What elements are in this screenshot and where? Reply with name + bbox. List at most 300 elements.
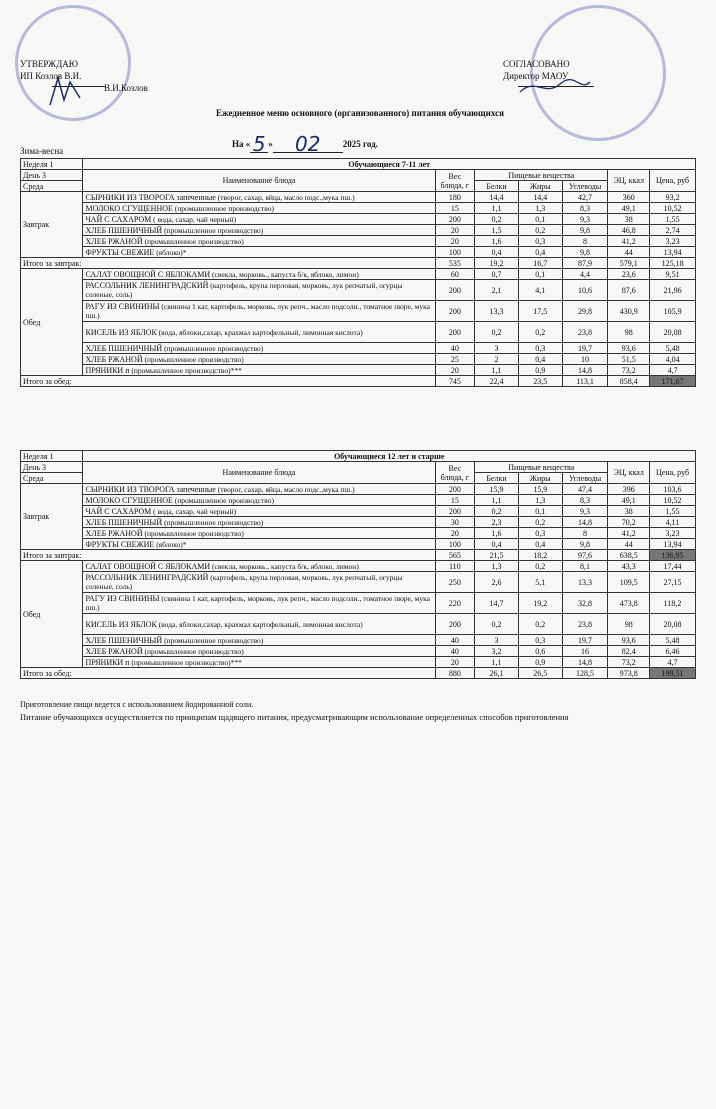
dish-price: 3,23 [650,528,696,539]
dish-price: 93,2 [650,192,696,203]
total-price: 125,18 [650,258,696,269]
dish-carbs: 10,6 [562,280,608,301]
dish-carbs: 14,8 [562,657,608,668]
dish-carbs: 23,8 [562,614,608,635]
dish-carbs: 9,3 [562,214,608,225]
dish-name [83,214,435,225]
dish-title: ЧАЙ С САХАРОМ [85,506,152,516]
dish-weight: 40 [435,646,475,657]
dish-weight: 200 [435,614,475,635]
dish-composition: (промышленное производство) [162,517,264,527]
dish-energy: 93,6 [608,635,650,646]
total-weight: 535 [435,258,475,269]
dish-fat: 0,6 [518,646,562,657]
total-carbs: 128,5 [562,668,608,679]
dish-energy: 70,2 [608,517,650,528]
dish-energy: 49,1 [608,203,650,214]
day-label: День 3 [21,170,83,181]
dish-fat: 0,2 [518,614,562,635]
week-row [21,451,696,462]
dish-name [83,247,435,258]
header-row [21,170,696,181]
dish-fat: 0,1 [518,269,562,280]
dish-price: 13,94 [650,539,696,550]
dish-protein: 2,6 [475,572,519,593]
dish-weight: 20 [435,657,475,668]
dish-fat: 0,3 [518,528,562,539]
dish-title: РАССОЛЬНИК ЛЕНИНГРАДСКИЙ [85,281,209,290]
dish-composition: (промышленное производство) [162,635,264,645]
dish-protein: 1,1 [475,657,519,668]
dish-price: 3,23 [650,236,696,247]
total-fat: 18,2 [518,550,562,561]
dish-fat: 0,2 [518,322,562,343]
dish-title: ЧАЙ С САХАРОМ [85,214,152,224]
total-energy: 579,1 [608,258,650,269]
dish-carbs: 9,8 [562,225,608,236]
total-price: 199,51 [650,668,696,679]
menu-date [232,128,378,156]
dish-energy: 98 [608,322,650,343]
dish-fat: 0,4 [518,539,562,550]
total-weight: 880 [435,668,475,679]
dish-energy: 396 [608,484,650,495]
dish-carbs: 42,7 [562,192,608,203]
dish-weight: 20 [435,528,475,539]
dish-composition: (промышленное производство) [142,646,244,656]
dish-name [83,561,435,572]
dish-price: 4,7 [650,657,696,668]
date-mid: » [268,139,273,149]
dish-protein: 15,9 [475,484,519,495]
total-weight: 745 [435,376,475,387]
dish-name [83,203,435,214]
total-fat: 23,5 [518,376,562,387]
dish-carbs: 8,3 [562,495,608,506]
weekday-label: Среда [21,181,83,192]
dish-title: ФРУКТЫ СВЕЖИЕ [85,539,155,549]
dish-name [83,593,435,614]
dish-title: РАГУ ИЗ СВИНИНЫ [85,594,160,603]
dish-weight: 100 [435,539,475,550]
column-header-fat: Жиры [518,181,562,192]
dish-protein: 1,5 [475,225,519,236]
meal-label: Завтрак [21,484,83,550]
dish-composition: (вода, яблоки,сахар, крахмал картофельный, лимонная кислота) [156,327,363,337]
dish-title: САЛАТ ОВОЩНОЙ С ЯБЛОКАМИ [85,269,211,279]
dish-fat: 0,1 [518,506,562,517]
total-price: 171,67 [650,376,696,387]
dish-fat: 0,9 [518,365,562,376]
handwritten-signature-right [515,72,595,102]
dish-row [21,528,696,539]
dish-name [83,517,435,528]
dish-title: ХЛЕБ ПШЕНИЧНЫЙ [85,343,163,353]
dish-carbs: 4,4 [562,269,608,280]
dish-price: 118,2 [650,593,696,614]
dish-row [21,214,696,225]
dish-row [21,572,696,593]
dish-energy: 38 [608,214,650,225]
dish-protein: 0,2 [475,506,519,517]
column-header-nutrients: Пищевые вещества [475,170,608,181]
dish-price: 10,52 [650,203,696,214]
dish-name [83,301,435,322]
column-header-price: Цена, руб [650,462,696,484]
date-month: 02 [295,132,321,156]
dish-row [21,517,696,528]
dish-weight: 20 [435,365,475,376]
dish-carbs: 16 [562,646,608,657]
dish-composition: (промышленное производство) [142,528,244,538]
dish-composition: (промышленное производство) [162,225,264,235]
dish-fat: 1,3 [518,495,562,506]
date-day: 5 [252,132,266,156]
dish-fat: 0,4 [518,354,562,365]
day-label: День 3 [21,462,83,473]
dish-row [21,247,696,258]
dish-price: 4,04 [650,354,696,365]
dish-composition: (промышленное производство) [142,236,244,246]
week-label: Неделя 1 [21,159,83,170]
dish-name [83,236,435,247]
dish-weight: 250 [435,572,475,593]
dish-row [21,646,696,657]
dish-name [83,646,435,657]
dish-name [83,354,435,365]
dish-carbs: 8 [562,528,608,539]
total-protein: 26,1 [475,668,519,679]
total-row [21,550,696,561]
dish-energy: 473,8 [608,593,650,614]
dish-name [83,225,435,236]
dish-title: ХЛЕБ ПШЕНИЧНЫЙ [85,635,163,645]
dish-weight: 180 [435,192,475,203]
approval-heading: УТВЕРЖДАЮ [20,59,79,69]
dish-fat: 0,2 [518,561,562,572]
dish-fat: 19,2 [518,593,562,614]
dish-composition: (промышленное производство) [172,203,275,213]
dish-fat: 4,1 [518,280,562,301]
dish-carbs: 13,3 [562,572,608,593]
total-fat: 26,5 [518,668,562,679]
dish-composition: ( вода, сахар, чай черный) [151,506,237,516]
dish-composition: (промышленное производство) [172,495,275,505]
dish-title: РАГУ ИЗ СВИНИНЫ [85,302,160,311]
dish-composition: (промышленное производство) [142,354,244,364]
meal-label: Завтрак [21,192,83,258]
total-protein: 19,2 [475,258,519,269]
dish-weight: 200 [435,214,475,225]
dish-title: КИСЕЛЬ ИЗ ЯБЛОК [85,327,157,337]
dish-price: 5,48 [650,635,696,646]
dish-protein: 14,4 [475,192,519,203]
weekday-label: Среда [21,473,83,484]
dish-energy: 98 [608,614,650,635]
dish-protein: 2,3 [475,517,519,528]
dish-protein: 1,6 [475,528,519,539]
total-carbs: 97,6 [562,550,608,561]
total-row [21,258,696,269]
menu-table-12-plus [20,450,696,679]
dish-protein: 0,4 [475,539,519,550]
dish-carbs: 29,8 [562,301,608,322]
dish-composition: (творог, сахар, яйца, масло подс.,мука пш.) [215,484,355,494]
dish-price: 13,94 [650,247,696,258]
dish-price: 6,46 [650,646,696,657]
dish-protein: 3,2 [475,646,519,657]
dish-row [21,301,696,322]
dish-name [83,495,435,506]
dish-price: 105,9 [650,301,696,322]
dish-name [83,539,435,550]
dish-carbs: 9,8 [562,247,608,258]
column-header-name: Наименование блюда [83,170,435,192]
dish-name [83,322,435,343]
dish-fat: 0,3 [518,635,562,646]
dish-carbs: 19,7 [562,635,608,646]
dish-fat: 5,1 [518,572,562,593]
dish-energy: 93,6 [608,343,650,354]
dish-weight: 200 [435,484,475,495]
total-energy: 973,8 [608,668,650,679]
dish-composition: (яблоко)* [154,247,187,257]
dish-fat: 0,9 [518,657,562,668]
dish-row [21,593,696,614]
dish-price: 21,96 [650,280,696,301]
dish-fat: 17,5 [518,301,562,322]
dish-title: САЛАТ ОВОЩНОЙ С ЯБЛОКАМИ [85,561,211,571]
dish-protein: 3 [475,343,519,354]
dish-row [21,506,696,517]
dish-energy: 43,3 [608,561,650,572]
dish-energy: 87,6 [608,280,650,301]
total-price: 136,95 [650,550,696,561]
dish-weight: 20 [435,225,475,236]
dish-name [83,657,435,668]
total-energy: 638,5 [608,550,650,561]
dish-price: 2,74 [650,225,696,236]
dish-row [21,236,696,247]
dish-protein: 1,3 [475,561,519,572]
dish-protein: 14,7 [475,593,519,614]
dish-title: ХЛЕБ ПШЕНИЧНЫЙ [85,225,163,235]
dish-name [83,280,435,301]
dish-energy: 41,2 [608,236,650,247]
dish-carbs: 19,7 [562,343,608,354]
dish-protein: 0,4 [475,247,519,258]
dish-price: 1,55 [650,214,696,225]
dish-title: ХЛЕБ РЖАНОЙ [85,528,143,538]
dish-weight: 60 [435,269,475,280]
dish-price: 4,11 [650,517,696,528]
dish-row [21,635,696,646]
column-header-fat: Жиры [518,473,562,484]
dish-protein: 0,2 [475,614,519,635]
dish-fat: 15,9 [518,484,562,495]
week-row [21,159,696,170]
dish-weight: 110 [435,561,475,572]
dish-name [83,269,435,280]
season-label: Зима-весна [20,146,64,156]
dish-carbs: 14,8 [562,365,608,376]
dish-energy: 51,5 [608,354,650,365]
dish-weight: 40 [435,635,475,646]
dish-carbs: 47,4 [562,484,608,495]
dish-row [21,614,696,635]
dish-protein: 0,7 [475,269,519,280]
dish-row [21,343,696,354]
footnote-iodized-salt: Приготовление пищи ведется с использованием йодированной соли. [20,700,254,709]
dish-row [21,269,696,280]
dish-composition: (промышленное производство)*** [129,657,242,667]
dish-title: КИСЕЛЬ ИЗ ЯБЛОК [85,619,157,629]
dish-price: 10,52 [650,495,696,506]
dish-price: 1,55 [650,506,696,517]
dish-protein: 0,2 [475,322,519,343]
column-header-energy: ЭЦ, ккал [608,462,650,484]
dish-carbs: 8 [562,236,608,247]
total-carbs: 87,9 [562,258,608,269]
meal-label: Обед [21,269,83,376]
dish-fat: 0,4 [518,247,562,258]
dish-row [21,365,696,376]
meal-label: Обед [21,561,83,668]
dish-title: РАССОЛЬНИК ЛЕНИНГРАДСКИЙ [85,573,209,582]
dish-carbs: 32,8 [562,593,608,614]
footnote-gentle-diet: Питание обучающихся осуществляется по принципам щадящего питания, предусматривающим использование определенных способов приготовления [20,712,569,722]
dish-protein: 1,6 [475,236,519,247]
dish-composition: (свекла, морковь., капуста б/к, яблоко, лимон) [210,561,359,571]
dish-row [21,280,696,301]
dish-energy: 73,2 [608,365,650,376]
dish-price: 20,08 [650,322,696,343]
dish-price: 5,48 [650,343,696,354]
dish-carbs: 9,8 [562,539,608,550]
dish-composition: (вода, яблоки,сахар, крахмал картофельный, лимонная кислота) [156,619,363,629]
dish-carbs: 8,1 [562,561,608,572]
dish-weight: 200 [435,322,475,343]
total-label: Итого за завтрак: [21,550,436,561]
dish-title: ХЛЕБ РЖАНОЙ [85,354,143,364]
dish-composition: ( вода, сахар, чай черный) [151,214,237,224]
agreement-signer: Директор МАОУ [503,71,569,81]
dish-energy: 46,8 [608,225,650,236]
dish-name [83,192,435,203]
dish-row [21,495,696,506]
dish-name [83,528,435,539]
dish-row [21,561,696,572]
dish-energy: 82,4 [608,646,650,657]
dish-row [21,203,696,214]
column-header-carbs: Углеводы [562,181,608,192]
approval-signer: В.И.Козлов [104,83,148,93]
dish-name [83,484,435,495]
dish-title: ПРЯНИКИ п [85,657,130,667]
column-header-protein: Белки [475,473,519,484]
week-label: Неделя 1 [21,451,83,462]
dish-fat: 14,4 [518,192,562,203]
column-header-weight: Вес блюда, г [435,170,475,192]
dish-carbs: 9,3 [562,506,608,517]
dish-composition: (свекла, морковь., капуста б/к, яблоко, лимон) [210,269,359,279]
dish-composition: (картофель, крупа перловая, морковь, лук репчатый, огурцы соленые, соль) [85,573,403,591]
dish-fat: 0,3 [518,236,562,247]
dish-weight: 200 [435,506,475,517]
dish-energy: 73,2 [608,657,650,668]
dish-protein: 2,1 [475,280,519,301]
column-header-protein: Белки [475,181,519,192]
dish-composition: (творог, сахар, яйца, масло подс.,мука пш.) [215,192,355,202]
dish-energy: 23,6 [608,269,650,280]
dish-title: ФРУКТЫ СВЕЖИЕ [85,247,155,257]
dish-weight: 15 [435,495,475,506]
menu-table-7-11 [20,158,696,387]
dish-price: 17,44 [650,561,696,572]
dish-row [21,539,696,550]
column-header-name: Наименование блюда [83,462,435,484]
dish-fat: 0,2 [518,517,562,528]
age-group-label: Обучающиеся 7-11 лет [83,159,696,170]
date-suffix: 2025 год. [342,139,378,149]
dish-carbs: 10 [562,354,608,365]
total-weight: 565 [435,550,475,561]
dish-name [83,365,435,376]
dish-energy: 38 [608,506,650,517]
dish-fat: 1,3 [518,203,562,214]
dish-title: МОЛОКО СГУЩЕННОЕ [85,203,173,213]
column-header-weight: Вес блюда, г [435,462,475,484]
dish-name [83,635,435,646]
approval-org: ИП Козлов В.И. [20,71,82,81]
dish-price: 4,7 [650,365,696,376]
dish-row [21,322,696,343]
dish-fat: 0,2 [518,225,562,236]
dish-name [83,614,435,635]
column-header-energy: ЭЦ, ккал [608,170,650,192]
dish-row [21,657,696,668]
dish-row [21,484,696,495]
dish-energy: 109,5 [608,572,650,593]
dish-composition: (яблоко)* [154,539,187,549]
total-row [21,668,696,679]
total-label: Итого за обед: [21,376,436,387]
age-group-label: Обучающиеся 12 лет и старше [83,451,696,462]
dish-row [21,354,696,365]
dish-title: ПРЯНИКИ п [85,365,130,375]
dish-energy: 41,2 [608,528,650,539]
dish-composition: (свинина 1 кат, картофель, морковь, лук репч., масло подсолн., томатное пюре, мука пш.) [85,594,430,612]
document-title: Ежедневное меню основного (организованного) питания обучающихся [216,108,504,118]
dish-carbs: 8,3 [562,203,608,214]
dish-title: ХЛЕБ РЖАНОЙ [85,646,143,656]
dish-name [83,572,435,593]
dish-energy: 430,9 [608,301,650,322]
column-header-price: Цена, руб [650,170,696,192]
dish-name [83,343,435,354]
dish-composition: (промышленное производство) [162,343,264,353]
dish-weight: 220 [435,593,475,614]
total-energy: 858,4 [608,376,650,387]
dish-title: ХЛЕБ ПШЕНИЧНЫЙ [85,517,163,527]
dish-composition: (промышленное производство)*** [129,365,242,375]
dish-protein: 1,1 [475,203,519,214]
dish-protein: 13,3 [475,301,519,322]
dish-title: МОЛОКО СГУЩЕННОЕ [85,495,173,505]
dish-weight: 30 [435,517,475,528]
dish-weight: 40 [435,343,475,354]
dish-title: СЫРНИКИ ИЗ ТВОРОГА запеченные [85,484,216,494]
